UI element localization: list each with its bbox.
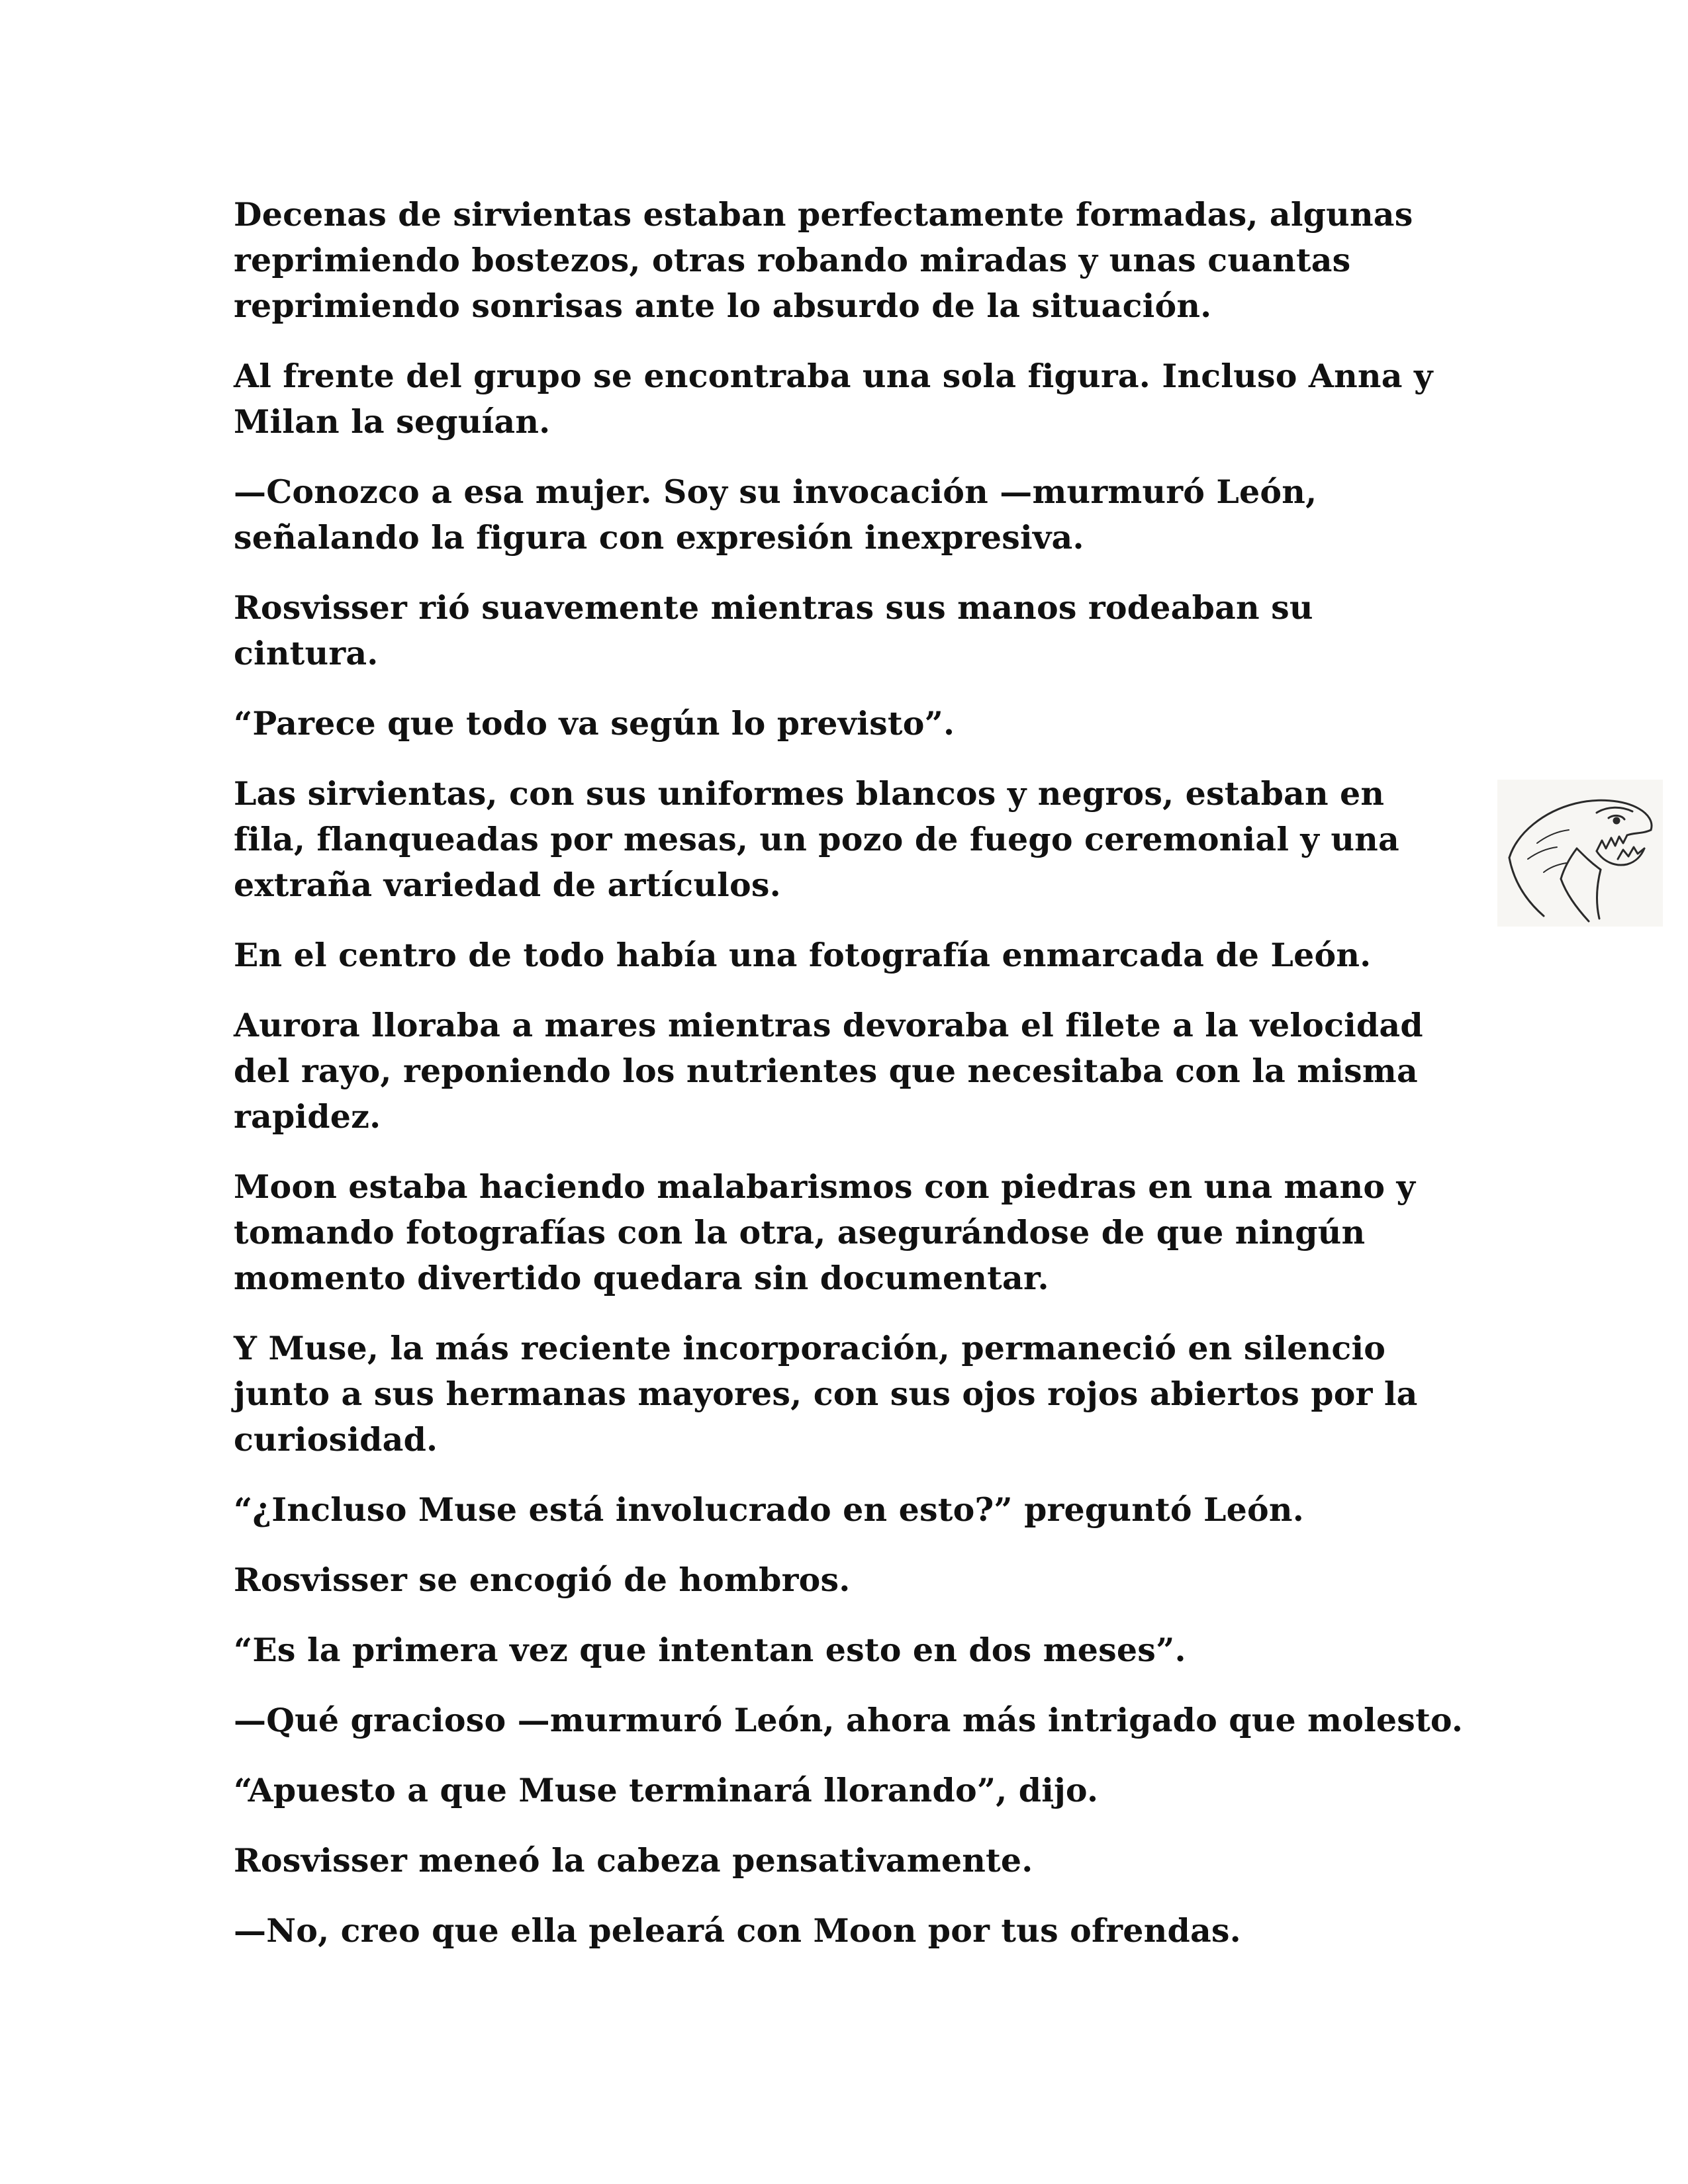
paragraph: Decenas de sirvientas estaban perfectamente formadas, algunas reprimiendo bostezos, otras robando miradas y unas cuantas reprimiendo sonrisas ante lo absurdo de la situación. bbox=[234, 195, 1413, 325]
paragraph: Y Muse, la más reciente incorporación, permaneció en silencio junto a sus hermanas mayores, con sus ojos rojos abiertos por la curiosidad. bbox=[234, 1329, 1418, 1459]
paragraph: Rosvisser se encogió de hombros. bbox=[234, 1561, 851, 1599]
paragraph: “Es la primera vez que intentan esto en dos meses”. bbox=[234, 1631, 1186, 1669]
paragraph: Al frente del grupo se encontraba una sola figura. Incluso Anna y Milan la seguían. bbox=[234, 357, 1433, 441]
paragraph: —No, creo que ella peleará con Moon por tus ofrendas. bbox=[234, 1911, 1241, 1950]
paragraph: Rosvisser meneó la cabeza pensativamente. bbox=[234, 1841, 1033, 1880]
paragraph: Las sirvientas, con sus uniformes blancos y negros, estaban en fila, flanqueadas por mesas, un pozo de fuego ceremonial y una extraña variedad de artículos. bbox=[234, 774, 1399, 904]
paragraph: “Apuesto a que Muse terminará llorando”, dijo. bbox=[234, 1771, 1099, 1809]
paragraph: Rosvisser rió suavemente mientras sus manos rodeaban su cintura. bbox=[234, 588, 1313, 672]
paragraph: “Parece que todo va según lo previsto”. bbox=[234, 704, 955, 743]
paragraph: —Qué gracioso —murmuró León, ahora más intrigado que molesto. bbox=[234, 1701, 1464, 1739]
paragraph: Moon estaba haciendo malabarismos con piedras en una mano y tomando fotografías con la otra, asegurándose de que ningún momento divertido quedara sin documentar. bbox=[234, 1167, 1416, 1297]
paragraph: “¿Incluso Muse está involucrado en esto?” preguntó León. bbox=[234, 1490, 1305, 1529]
body-text bbox=[234, 192, 1465, 1978]
paragraph: —Conozco a esa mujer. Soy su invocación —murmuró León, señalando la figura con expresión inexpresiva. bbox=[234, 473, 1317, 557]
paragraph: Aurora lloraba a mares mientras devoraba el filete a la velocidad del rayo, reponiendo los nutrientes que necesitaba con la misma rapidez. bbox=[234, 1006, 1423, 1136]
paragraph: En el centro de todo había una fotografía enmarcada de León. bbox=[234, 936, 1372, 974]
dinosaur-sketch-icon bbox=[1497, 780, 1663, 927]
